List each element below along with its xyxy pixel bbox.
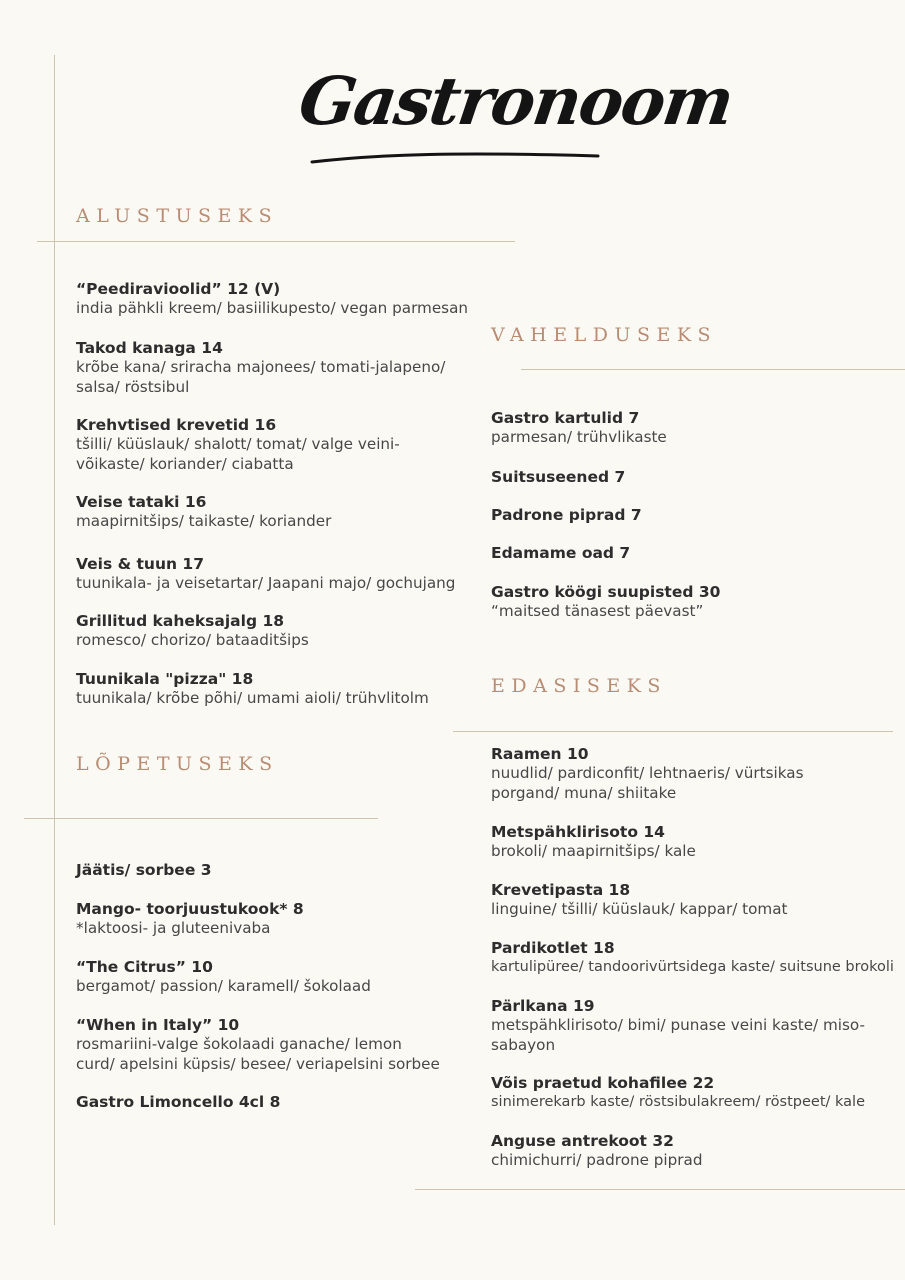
list-item [491, 543, 630, 563]
item-name: Edamame oad 7 [491, 544, 631, 562]
rule-alustuseks [37, 241, 515, 242]
item-desc: india pähkli kreem/ basiilikupesto/ vegan parmesan [76, 299, 469, 317]
list-item [76, 554, 455, 594]
list-item [491, 505, 642, 525]
list-item [76, 279, 468, 319]
item-desc: romesco/ chorizo/ bataaditšips [76, 631, 309, 649]
item-name: “Peediravioolid” 12 (V) [76, 280, 281, 298]
item-name: Mango- toorjuustukook* 8 [76, 900, 304, 918]
section-title-vahelduseks: VAHELDUSEKS [491, 324, 718, 346]
item-name: Takod kanaga 14 [76, 339, 223, 357]
rule-edasiseks [453, 731, 893, 732]
list-item [491, 408, 667, 448]
item-name: Grillitud kaheksajalg 18 [76, 612, 285, 630]
item-desc: tuunikala- ja veisetartar/ Jaapani majo/ gochujang [76, 574, 456, 592]
list-item [76, 899, 304, 939]
list-item [491, 744, 876, 803]
item-name: Krehvtised krevetid 16 [76, 416, 277, 434]
list-item [76, 1092, 280, 1112]
item-desc: kartulipüree/ tandoorivürtsidega kaste/ suitsune brokoli [491, 959, 894, 975]
rule-vahelduseks [521, 369, 905, 370]
item-name: “The Citrus” 10 [76, 958, 213, 976]
item-desc: metspähklirisoto/ bimi/ punase veini kaste/ miso-sabayon [491, 1016, 865, 1054]
list-item [76, 957, 371, 997]
list-item [76, 611, 309, 651]
item-desc: “maitsed tänasest päevast” [491, 602, 704, 620]
item-desc: *laktoosi- ja gluteenivaba [76, 919, 271, 937]
item-name: “When in Italy” 10 [76, 1016, 240, 1034]
list-item [76, 669, 429, 709]
list-item [76, 492, 331, 532]
item-desc: krõbe kana/ sriracha majonees/ tomati-jalapeno/ salsa/ röstsibul [76, 358, 446, 396]
list-item [491, 938, 901, 978]
item-name: Suitsuseened 7 [491, 468, 626, 486]
item-desc: tuunikala/ krõbe põhi/ umami aioli/ trühvlitolm [76, 689, 429, 707]
item-name: Gastro kartulid 7 [491, 409, 640, 427]
list-item [76, 860, 212, 880]
logo-swash-icon [310, 148, 600, 168]
section-title-lopetuseks: LÕPETUSEKS [76, 753, 279, 775]
item-name: Pärlkana 19 [491, 997, 595, 1015]
item-name: Padrone piprad 7 [491, 506, 642, 524]
item-name: Gastro Limoncello 4cl 8 [76, 1093, 281, 1111]
list-item [491, 822, 696, 862]
item-name: Metspähklirisoto 14 [491, 823, 665, 841]
list-item [491, 1131, 702, 1171]
brand-logo: Gastronoom [294, 62, 737, 140]
item-desc: brokoli/ maapirnitšips/ kale [491, 842, 696, 860]
item-desc: linguine/ tšilli/ küüslauk/ kappar/ tomat [491, 900, 788, 918]
list-item [76, 338, 446, 397]
item-name: Anguse antrekoot 32 [491, 1132, 674, 1150]
left-vertical-rule [54, 55, 55, 1225]
item-desc: parmesan/ trühvlikaste [491, 428, 667, 446]
item-desc: bergamot/ passion/ karamell/ šokolaad [76, 977, 371, 995]
item-name: Veise tataki 16 [76, 493, 207, 511]
list-item [491, 996, 866, 1055]
rule-bottom [415, 1189, 905, 1190]
list-item [491, 467, 625, 487]
item-desc: maapirnitšips/ taikaste/ koriander [76, 512, 332, 530]
list-item [491, 880, 787, 920]
item-name: Jäätis/ sorbee 3 [76, 861, 212, 879]
item-name: Võis praetud kohafilee 22 [491, 1074, 715, 1092]
item-name: Raamen 10 [491, 745, 589, 763]
item-desc: rosmariini-valge šokolaadi ganache/ lemon curd/ apelsini küpsis/ besee/ veriapelsini sorbee [76, 1035, 440, 1073]
list-item [76, 415, 456, 474]
item-desc: chimichurri/ padrone piprad [491, 1151, 703, 1169]
item-desc: sinimerekarb kaste/ röstsibulakreem/ röstpeet/ kale [491, 1094, 865, 1110]
item-name: Tuunikala "pizza" 18 [76, 670, 254, 688]
item-name: Veis & tuun 17 [76, 555, 204, 573]
rule-lopetuseks [24, 818, 378, 819]
list-item [491, 1073, 901, 1113]
item-name: Gastro köögi suupisted 30 [491, 583, 721, 601]
item-desc: nuudlid/ pardiconfit/ lehtnaeris/ vürtsikas porgand/ muna/ shiitake [491, 764, 804, 802]
list-item [76, 1015, 441, 1074]
section-title-edasiseks: EDASISEKS [491, 675, 667, 697]
item-name: Krevetipasta 18 [491, 881, 631, 899]
list-item [491, 582, 720, 622]
item-desc: tšilli/ küüslauk/ shalott/ tomat/ valge veini-võikaste/ koriander/ ciabatta [76, 435, 400, 473]
section-title-alustuseks: ALUSTUSEKS [76, 205, 279, 227]
item-name: Pardikotlet 18 [491, 939, 615, 957]
